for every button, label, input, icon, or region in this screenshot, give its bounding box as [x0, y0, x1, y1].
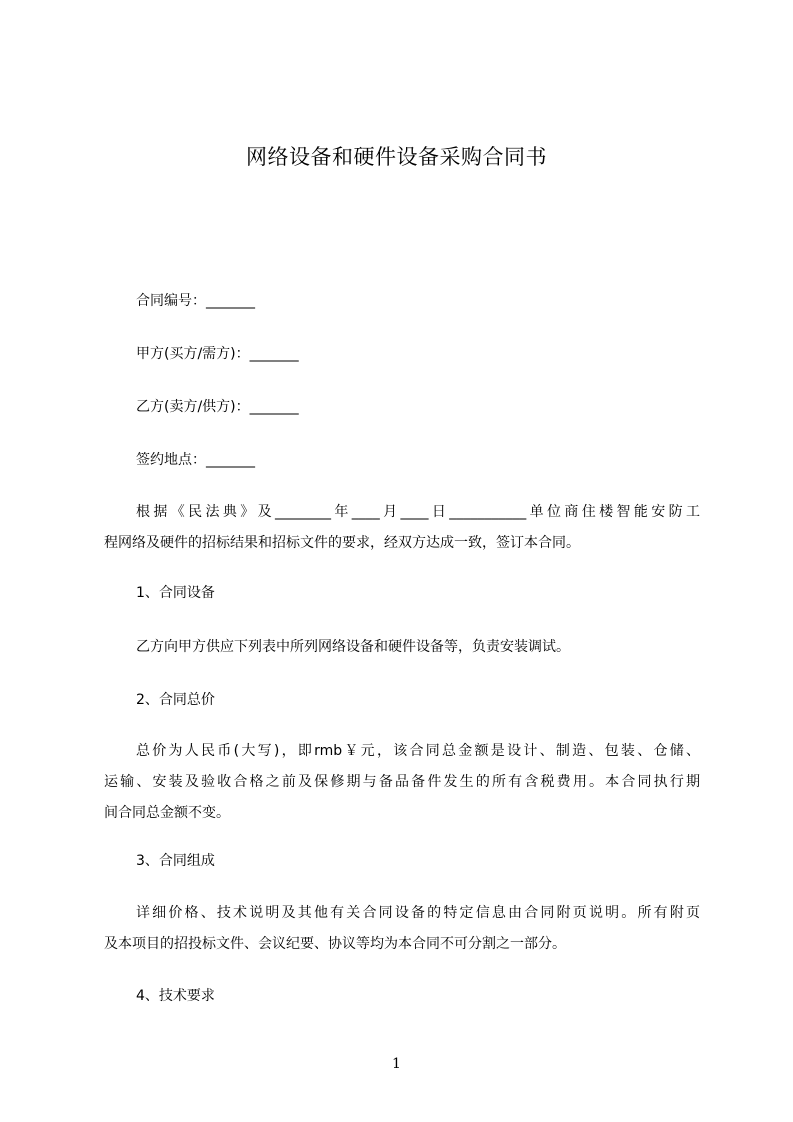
section-1-text: 乙方向甲方供应下列表中所列网络设备和硬件设备等，负责安装调试。	[136, 639, 570, 655]
section-heading-3: 3、合同组成	[136, 853, 215, 869]
signing-place-field: 签约地点：_______	[136, 452, 255, 468]
section-heading-4: 4、技术要求	[136, 988, 215, 1004]
party-b-field: 乙方(卖方/供方)：_______	[136, 399, 299, 415]
section-2-line-3: 间合同总金额不变。	[104, 805, 230, 821]
intro-line-2: 程网络及硬件的招标结果和招标文件的要求，经双方达成一致，签订本合同。	[104, 535, 580, 551]
section-2-paragraph	[104, 736, 700, 829]
page-number: 1	[392, 1056, 401, 1072]
party-a-field: 甲方(买方/需方)：_______	[136, 346, 299, 362]
section-heading-1: 1、合同设备	[136, 585, 215, 601]
section-heading-2: 2、合同总价	[136, 692, 215, 708]
document-title: 网络设备和硬件设备采购合同书	[246, 145, 547, 169]
section-3-paragraph	[104, 898, 700, 960]
intro-paragraph	[104, 497, 700, 559]
intro-line-1: 根据《民法典》及________年____月____日___________单位商住楼智能安防工	[136, 504, 700, 520]
contract-number-field: 合同编号：_______	[136, 293, 255, 309]
section-3-line-1: 详细价格、技术说明及其他有关合同设备的特定信息由合同附页说明。所有附页	[136, 905, 700, 921]
section-3-line-2: 及本项目的招投标文件、会议纪要、协议等均为本合同不可分割之一部分。	[104, 936, 566, 952]
section-2-line-2: 运输、安装及验收合格之前及保修期与备品备件发生的所有含税费用。本合同执行期	[104, 774, 700, 790]
section-2-line-1: 总价为人民币(大写)，即rmb￥元，该合同总金额是设计、制造、包装、仓储、	[136, 743, 700, 759]
